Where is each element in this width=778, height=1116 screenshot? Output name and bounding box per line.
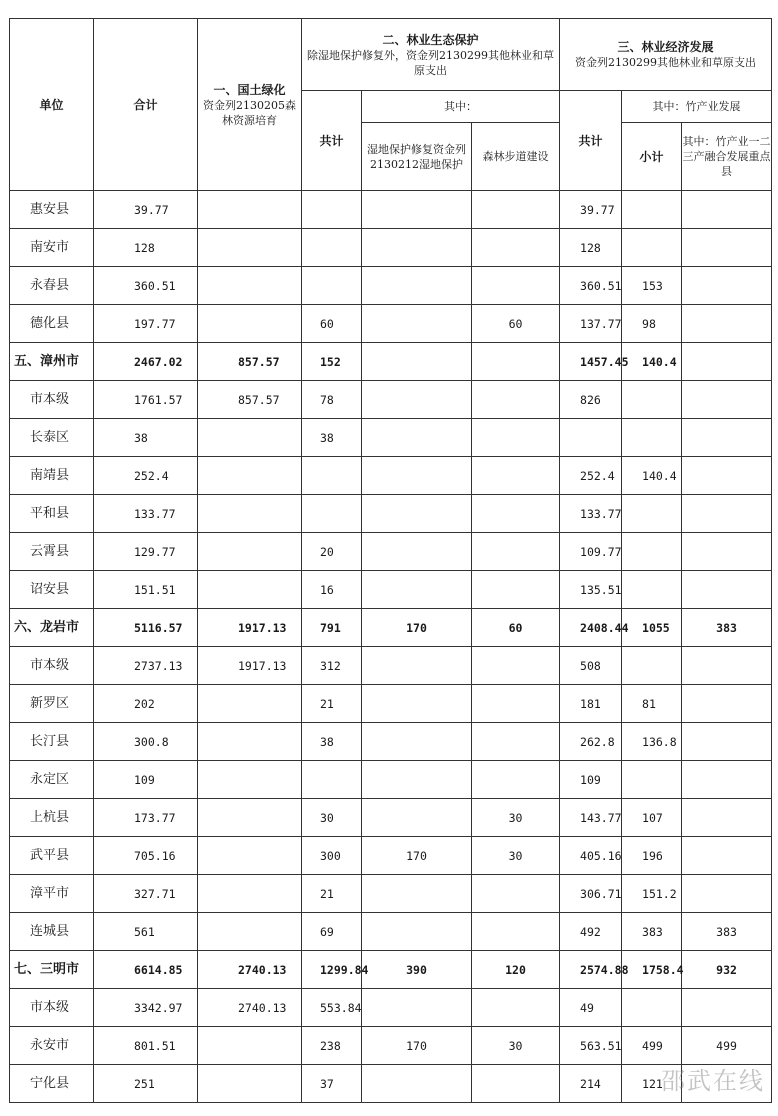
- cell-bamboo-subtotal: [622, 989, 682, 1027]
- cell-unit: 市本级: [10, 381, 94, 419]
- cell-wetland: [362, 267, 472, 305]
- cell-greening: [198, 229, 302, 267]
- header-greening-title: 一、国土绿化: [213, 82, 286, 97]
- cell-wetland: [362, 647, 472, 685]
- header-eco-total: 共计: [302, 91, 362, 191]
- table-row: [10, 495, 772, 533]
- cell-bamboo-subtotal: [622, 761, 682, 799]
- header-unit: 单位: [10, 19, 94, 191]
- table-row: [10, 267, 772, 305]
- cell-greening: 857.57: [198, 343, 302, 381]
- cell-total: 39.77: [94, 191, 198, 229]
- cell-wetland: [362, 229, 472, 267]
- table-row: [10, 305, 772, 343]
- cell-bamboo-key: [682, 381, 772, 419]
- cell-economy-total: 137.77: [560, 305, 622, 343]
- cell-economy-total: 181: [560, 685, 622, 723]
- table-row: [10, 723, 772, 761]
- cell-wetland: [362, 305, 472, 343]
- cell-wetland: [362, 533, 472, 571]
- cell-bamboo-subtotal: 121: [622, 1065, 682, 1103]
- cell-eco-total: [302, 229, 362, 267]
- cell-trail: [472, 419, 560, 457]
- cell-wetland: 390: [362, 951, 472, 989]
- cell-bamboo-key: [682, 799, 772, 837]
- table-row: [10, 799, 772, 837]
- cell-economy-total: 135.51: [560, 571, 622, 609]
- cell-greening: [198, 267, 302, 305]
- cell-unit: 永安市: [10, 1027, 94, 1065]
- cell-bamboo-key: [682, 457, 772, 495]
- cell-economy-total: 262.8: [560, 723, 622, 761]
- cell-greening: 1917.13: [198, 647, 302, 685]
- cell-total: 251: [94, 1065, 198, 1103]
- cell-economy-total: 143.77: [560, 799, 622, 837]
- cell-wetland: [362, 685, 472, 723]
- cell-bamboo-subtotal: 151.2: [622, 875, 682, 913]
- header-greening-sub: 资金列2130205森林资源培育: [203, 98, 296, 127]
- cell-trail: [472, 647, 560, 685]
- table-row: [10, 191, 772, 229]
- cell-wetland: [362, 191, 472, 229]
- cell-unit: 惠安县: [10, 191, 94, 229]
- cell-unit: 七、三明市: [10, 951, 94, 989]
- cell-unit: 诏安县: [10, 571, 94, 609]
- cell-bamboo-key: 932: [682, 951, 772, 989]
- header-trail-text: 森林步道建设: [482, 150, 549, 163]
- cell-total: 5116.57: [94, 609, 198, 647]
- cell-unit: 宁化县: [10, 1065, 94, 1103]
- cell-bamboo-key: [682, 305, 772, 343]
- cell-total: 129.77: [94, 533, 198, 571]
- cell-trail: 30: [472, 799, 560, 837]
- cell-wetland: [362, 1065, 472, 1103]
- cell-greening: [198, 799, 302, 837]
- cell-eco-total: 152: [302, 343, 362, 381]
- table-row: [10, 571, 772, 609]
- funding-table-page: [9, 18, 771, 1100]
- cell-economy-total: 508: [560, 647, 622, 685]
- cell-wetland: [362, 343, 472, 381]
- cell-unit: 南靖县: [10, 457, 94, 495]
- cell-wetland: 170: [362, 609, 472, 647]
- cell-total: 252.4: [94, 457, 198, 495]
- cell-eco-total: [302, 191, 362, 229]
- header-eco-protection: [302, 19, 560, 91]
- table-row: [10, 419, 772, 457]
- cell-bamboo-subtotal: [622, 381, 682, 419]
- cell-economy-total: 39.77: [560, 191, 622, 229]
- cell-bamboo-subtotal: 140.4: [622, 343, 682, 381]
- cell-bamboo-key: [682, 191, 772, 229]
- cell-greening: 2740.13: [198, 989, 302, 1027]
- cell-eco-total: 21: [302, 875, 362, 913]
- cell-bamboo-key: 383: [682, 913, 772, 951]
- cell-total: 173.77: [94, 799, 198, 837]
- cell-total: 705.16: [94, 837, 198, 875]
- cell-total: 128: [94, 229, 198, 267]
- cell-eco-total: 1299.84: [302, 951, 362, 989]
- cell-wetland: [362, 571, 472, 609]
- cell-wetland: [362, 419, 472, 457]
- cell-eco-total: 38: [302, 723, 362, 761]
- cell-total: 197.77: [94, 305, 198, 343]
- cell-bamboo-subtotal: 153: [622, 267, 682, 305]
- cell-unit: 漳平市: [10, 875, 94, 913]
- cell-bamboo-key: [682, 533, 772, 571]
- cell-greening: [198, 761, 302, 799]
- cell-trail: [472, 191, 560, 229]
- cell-bamboo-subtotal: [622, 647, 682, 685]
- cell-bamboo-key: [682, 837, 772, 875]
- cell-eco-total: 30: [302, 799, 362, 837]
- cell-economy-total: 826: [560, 381, 622, 419]
- cell-greening: 857.57: [198, 381, 302, 419]
- cell-bamboo-key: [682, 495, 772, 533]
- cell-eco-total: 38: [302, 419, 362, 457]
- header-greening: [198, 19, 302, 191]
- cell-bamboo-subtotal: 1055: [622, 609, 682, 647]
- cell-economy-total: [560, 419, 622, 457]
- header-bamboo-subtotal: 小计: [622, 123, 682, 191]
- cell-wetland: [362, 989, 472, 1027]
- cell-economy-total: 109: [560, 761, 622, 799]
- cell-unit: 云霄县: [10, 533, 94, 571]
- cell-bamboo-subtotal: [622, 495, 682, 533]
- cell-total: 300.8: [94, 723, 198, 761]
- cell-bamboo-key: [682, 267, 772, 305]
- cell-wetland: 170: [362, 1027, 472, 1065]
- header-economy-total: 共计: [560, 91, 622, 191]
- table-header: [10, 19, 772, 191]
- cell-bamboo-key: 499: [682, 1027, 772, 1065]
- cell-bamboo-subtotal: 499: [622, 1027, 682, 1065]
- header-trail: [472, 123, 560, 191]
- cell-wetland: [362, 913, 472, 951]
- header-wetland: [362, 123, 472, 191]
- table-row: [10, 1065, 772, 1103]
- cell-trail: [472, 343, 560, 381]
- cell-trail: [472, 495, 560, 533]
- cell-trail: [472, 685, 560, 723]
- cell-unit: 五、漳州市: [10, 343, 94, 381]
- cell-unit: 市本级: [10, 647, 94, 685]
- cell-bamboo-key: [682, 419, 772, 457]
- cell-eco-total: 20: [302, 533, 362, 571]
- cell-trail: 30: [472, 837, 560, 875]
- header-eco-title: 二、林业生态保护: [382, 32, 479, 47]
- cell-bamboo-subtotal: [622, 229, 682, 267]
- cell-eco-total: 78: [302, 381, 362, 419]
- cell-bamboo-subtotal: [622, 419, 682, 457]
- cell-trail: [472, 989, 560, 1027]
- table-row: [10, 951, 772, 989]
- cell-greening: [198, 191, 302, 229]
- cell-unit: 德化县: [10, 305, 94, 343]
- cell-unit: 连城县: [10, 913, 94, 951]
- cell-unit: 永定区: [10, 761, 94, 799]
- cell-greening: [198, 533, 302, 571]
- cell-economy-total: 252.4: [560, 457, 622, 495]
- cell-economy-total: 2574.88: [560, 951, 622, 989]
- cell-bamboo-subtotal: [622, 571, 682, 609]
- cell-greening: [198, 1027, 302, 1065]
- cell-economy-total: 405.16: [560, 837, 622, 875]
- cell-trail: 60: [472, 609, 560, 647]
- cell-bamboo-key: [682, 761, 772, 799]
- cell-unit: 上杭县: [10, 799, 94, 837]
- cell-greening: [198, 723, 302, 761]
- cell-total: 561: [94, 913, 198, 951]
- cell-total: 38: [94, 419, 198, 457]
- cell-greening: [198, 305, 302, 343]
- header-economy-sub: 资金列2130299其他林业和草原支出: [575, 56, 757, 69]
- cell-total: 360.51: [94, 267, 198, 305]
- cell-economy-total: 563.51: [560, 1027, 622, 1065]
- cell-eco-total: [302, 495, 362, 533]
- cell-trail: [472, 913, 560, 951]
- cell-greening: 1917.13: [198, 609, 302, 647]
- cell-unit: 永春县: [10, 267, 94, 305]
- cell-bamboo-subtotal: 81: [622, 685, 682, 723]
- cell-bamboo-subtotal: 196: [622, 837, 682, 875]
- funding-table: [9, 18, 772, 1103]
- cell-total: 327.71: [94, 875, 198, 913]
- cell-wetland: [362, 457, 472, 495]
- cell-eco-total: 69: [302, 913, 362, 951]
- table-row: [10, 1027, 772, 1065]
- cell-eco-total: 300: [302, 837, 362, 875]
- cell-trail: [472, 875, 560, 913]
- cell-unit: 六、龙岩市: [10, 609, 94, 647]
- cell-trail: [472, 381, 560, 419]
- cell-total: 801.51: [94, 1027, 198, 1065]
- cell-total: 2737.13: [94, 647, 198, 685]
- cell-wetland: [362, 799, 472, 837]
- cell-economy-total: 2408.44: [560, 609, 622, 647]
- cell-bamboo-key: [682, 647, 772, 685]
- cell-total: 151.51: [94, 571, 198, 609]
- cell-eco-total: 238: [302, 1027, 362, 1065]
- table-row: [10, 837, 772, 875]
- cell-trail: [472, 571, 560, 609]
- header-eco-among: [362, 91, 560, 123]
- cell-trail: [472, 457, 560, 495]
- cell-bamboo-key: [682, 875, 772, 913]
- header-wetland-text: 湿地保护修复资金列2130212湿地保护: [367, 142, 466, 171]
- cell-eco-total: 553.84: [302, 989, 362, 1027]
- cell-bamboo-subtotal: 107: [622, 799, 682, 837]
- table-body: [10, 191, 772, 1103]
- cell-unit: 长泰区: [10, 419, 94, 457]
- cell-eco-total: [302, 761, 362, 799]
- cell-bamboo-key: [682, 989, 772, 1027]
- cell-wetland: [362, 875, 472, 913]
- cell-unit: 市本级: [10, 989, 94, 1027]
- cell-economy-total: 306.71: [560, 875, 622, 913]
- cell-economy-total: 492: [560, 913, 622, 951]
- cell-eco-total: 37: [302, 1065, 362, 1103]
- cell-trail: 30: [472, 1027, 560, 1065]
- cell-bamboo-key: [682, 723, 772, 761]
- cell-economy-total: 128: [560, 229, 622, 267]
- cell-bamboo-subtotal: 383: [622, 913, 682, 951]
- cell-bamboo-key: [682, 685, 772, 723]
- table-row: [10, 989, 772, 1027]
- table-row: [10, 533, 772, 571]
- cell-total: 3342.97: [94, 989, 198, 1027]
- cell-trail: [472, 267, 560, 305]
- cell-greening: [198, 685, 302, 723]
- header-eco-among-text: 其中：: [444, 100, 478, 113]
- table-row: [10, 685, 772, 723]
- cell-bamboo-subtotal: 136.8: [622, 723, 682, 761]
- cell-greening: [198, 1065, 302, 1103]
- cell-unit: 新罗区: [10, 685, 94, 723]
- cell-bamboo-subtotal: 140.4: [622, 457, 682, 495]
- header-bamboo-key-text: 其中：竹产业一二三产融合发展重点县: [682, 135, 771, 178]
- cell-wetland: 170: [362, 837, 472, 875]
- cell-total: 109: [94, 761, 198, 799]
- cell-total: 202: [94, 685, 198, 723]
- cell-wetland: [362, 381, 472, 419]
- cell-eco-total: 60: [302, 305, 362, 343]
- cell-greening: [198, 913, 302, 951]
- cell-trail: [472, 723, 560, 761]
- cell-unit: 南安市: [10, 229, 94, 267]
- header-bamboo-key: [682, 123, 772, 191]
- cell-bamboo-key: [682, 343, 772, 381]
- cell-bamboo-key: [682, 571, 772, 609]
- cell-wetland: [362, 495, 472, 533]
- cell-trail: [472, 229, 560, 267]
- cell-eco-total: [302, 267, 362, 305]
- cell-trail: [472, 533, 560, 571]
- cell-bamboo-subtotal: 1758.4: [622, 951, 682, 989]
- table-row: [10, 343, 772, 381]
- cell-greening: 2740.13: [198, 951, 302, 989]
- cell-eco-total: 312: [302, 647, 362, 685]
- cell-economy-total: 49: [560, 989, 622, 1027]
- header-economy: [560, 19, 772, 91]
- cell-bamboo-key: [682, 229, 772, 267]
- cell-eco-total: 16: [302, 571, 362, 609]
- cell-economy-total: 1457.45: [560, 343, 622, 381]
- cell-greening: [198, 457, 302, 495]
- table-row: [10, 647, 772, 685]
- cell-economy-total: 360.51: [560, 267, 622, 305]
- cell-eco-total: 21: [302, 685, 362, 723]
- cell-greening: [198, 571, 302, 609]
- cell-greening: [198, 875, 302, 913]
- table-row: [10, 457, 772, 495]
- table-row: [10, 609, 772, 647]
- cell-bamboo-subtotal: 98: [622, 305, 682, 343]
- cell-greening: [198, 837, 302, 875]
- header-eco-sub: 除湿地保护修复外，资金列2130299其他林业和草原支出: [307, 48, 555, 77]
- cell-trail: [472, 1065, 560, 1103]
- cell-greening: [198, 495, 302, 533]
- cell-economy-total: 214: [560, 1065, 622, 1103]
- cell-unit: 武平县: [10, 837, 94, 875]
- header-total: 合计: [94, 19, 198, 191]
- header-bamboo-among: [622, 91, 772, 123]
- table-row: [10, 229, 772, 267]
- cell-wetland: [362, 761, 472, 799]
- cell-bamboo-subtotal: [622, 533, 682, 571]
- table-row: [10, 381, 772, 419]
- cell-trail: 120: [472, 951, 560, 989]
- cell-total: 133.77: [94, 495, 198, 533]
- table-row: [10, 875, 772, 913]
- cell-unit: 长汀县: [10, 723, 94, 761]
- cell-bamboo-key: 383: [682, 609, 772, 647]
- cell-economy-total: 109.77: [560, 533, 622, 571]
- watermark: 邵武在线: [661, 1067, 765, 1095]
- cell-economy-total: 133.77: [560, 495, 622, 533]
- cell-greening: [198, 419, 302, 457]
- cell-trail: 60: [472, 305, 560, 343]
- cell-total: 1761.57: [94, 381, 198, 419]
- table-row: [10, 761, 772, 799]
- cell-eco-total: 791: [302, 609, 362, 647]
- header-bamboo-among-text: 其中：竹产业发展: [652, 100, 741, 113]
- cell-total: 6614.85: [94, 951, 198, 989]
- table-row: [10, 913, 772, 951]
- cell-total: 2467.02: [94, 343, 198, 381]
- cell-unit: 平和县: [10, 495, 94, 533]
- cell-wetland: [362, 723, 472, 761]
- cell-bamboo-subtotal: [622, 191, 682, 229]
- header-economy-title: 三、林业经济发展: [617, 40, 714, 54]
- cell-eco-total: [302, 457, 362, 495]
- cell-trail: [472, 761, 560, 799]
